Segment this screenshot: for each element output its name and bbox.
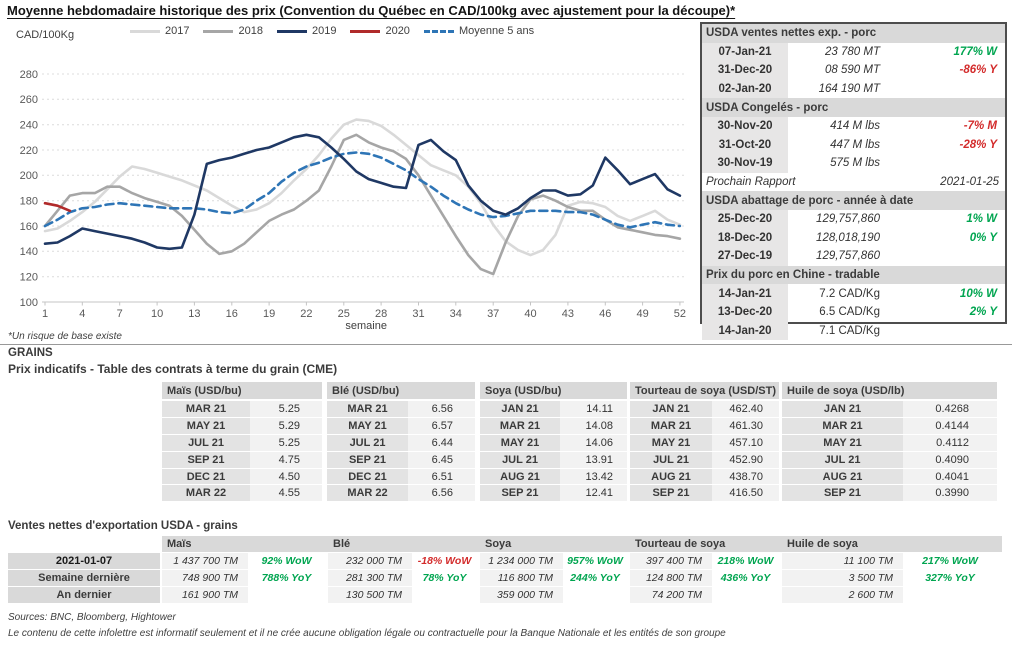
futures-price-cell: 13.42: [560, 469, 627, 485]
x-tick-label: 13: [188, 308, 201, 320]
futures-group-header: Maïs (USD/bu): [162, 382, 322, 401]
exports-value-cell: 2 600 TM: [782, 587, 903, 603]
futures-row: [782, 418, 997, 435]
futures-row: [630, 469, 779, 486]
stats-change-cell: -28% Y: [959, 138, 997, 151]
exports-value-cell: 359 000 TM: [480, 587, 563, 603]
futures-price-cell: 457.10: [712, 435, 779, 451]
futures-row: [327, 469, 475, 486]
y-tick-label: 200: [19, 170, 38, 183]
futures-group-header: Soya (USD/bu): [480, 382, 627, 401]
x-tick-label: 10: [150, 308, 164, 320]
futures-price-cell: 438.70: [712, 469, 779, 485]
stats-change-cell: [906, 322, 1005, 341]
exports-value-cell: 116 800 TM: [480, 570, 563, 586]
basis-risk-footnote: *Un risque de base existe: [8, 331, 122, 342]
stats-row: [702, 136, 1005, 155]
futures-row: [480, 485, 627, 502]
futures-price-cell: 452.90: [712, 452, 779, 468]
futures-price-cell: 6.51: [408, 469, 475, 485]
stats-change-cell: 10% W: [959, 287, 997, 300]
exports-change-cell: 788% YoY: [261, 571, 312, 584]
exports-value-cell: 11 100 TM: [782, 553, 903, 569]
stats-date-cell: 02-Jan-20: [702, 80, 788, 99]
exports-row-label: 2021-01-07: [8, 553, 160, 569]
stats-value-cell: 128,018,190: [816, 231, 880, 244]
y-tick-label: 240: [19, 119, 38, 132]
x-tick-label: 25: [337, 308, 350, 320]
stats-date-cell: 07-Jan-21: [702, 43, 788, 62]
futures-row: [480, 452, 627, 469]
futures-group: [162, 382, 322, 502]
futures-month-cell: JAN 21: [782, 401, 903, 417]
stats-change-cell: -86% Y: [959, 64, 997, 77]
stats-section-header: USDA abattage de porc - année à date: [702, 191, 1005, 210]
futures-row: [327, 418, 475, 435]
futures-row: [327, 485, 475, 502]
futures-group: [327, 382, 475, 502]
futures-month-cell: JUL 21: [480, 452, 560, 468]
futures-price-cell: 0.4090: [903, 452, 997, 468]
futures-price-cell: 6.45: [408, 452, 475, 468]
chart-x-axis-label: semaine: [345, 320, 387, 332]
futures-price-cell: 4.55: [250, 485, 322, 501]
futures-month-cell: MAR 22: [162, 485, 250, 501]
x-tick-label: 19: [262, 308, 276, 320]
futures-month-cell: AUG 21: [782, 469, 903, 485]
futures-group: [782, 382, 997, 502]
futures-group-header: Blé (USD/bu): [327, 382, 475, 401]
legend-label: Moyenne 5 ans: [458, 25, 535, 37]
stats-value-cell: 6.5 CAD/Kg: [819, 306, 880, 319]
exports-group-header: Tourteau de soya: [630, 536, 784, 552]
stats-change-cell: 1% W: [966, 213, 997, 226]
futures-month-cell: JUL 21: [327, 435, 408, 451]
futures-price-cell: 0.4268: [903, 401, 997, 417]
exports-value-cell: 3 500 TM: [782, 570, 903, 586]
futures-month-cell: MAR 21: [480, 418, 560, 434]
futures-month-cell: MAR 21: [162, 401, 250, 417]
exports-change-cell: 327% YoY: [925, 571, 975, 584]
futures-month-cell: MAY 21: [162, 418, 250, 434]
stats-date-cell: 13-Dec-20: [702, 303, 788, 322]
y-tick-label: 120: [19, 271, 38, 284]
futures-row: [480, 435, 627, 452]
futures-month-cell: AUG 21: [480, 469, 560, 485]
stats-section-header: Prix du porc en Chine - tradable: [702, 266, 1005, 285]
legend-label: 2020: [385, 25, 410, 37]
y-tick-label: 220: [19, 144, 38, 157]
futures-row: [782, 401, 997, 418]
stats-value-cell: 129,757,860: [816, 250, 880, 263]
futures-row: [162, 469, 322, 486]
exports-value-cell: 74 200 TM: [630, 587, 712, 603]
futures-price-cell: 461.30: [712, 418, 779, 434]
x-tick-label: 16: [225, 308, 238, 320]
exports-change-cell: 218% WoW: [717, 554, 774, 567]
legend-label: 2018: [238, 25, 263, 37]
stats-value-cell: 7.1 CAD/Kg: [819, 324, 880, 337]
stats-change-cell: 0% Y: [969, 231, 997, 244]
price-chart: [0, 20, 700, 332]
exports-value-cell: 1 437 700 TM: [162, 553, 248, 569]
futures-month-cell: JAN 21: [480, 401, 560, 417]
exports-value-cell: 161 900 TM: [162, 587, 248, 603]
stats-value-cell: 08 590 MT: [825, 64, 880, 77]
futures-row: [782, 469, 997, 486]
chart-canvas: [0, 20, 700, 332]
sources-line: Sources: BNC, Bloomberg, Hightower: [8, 612, 176, 623]
futures-row: [480, 418, 627, 435]
futures-row: [630, 485, 779, 502]
futures-price-cell: 0.4112: [903, 435, 997, 451]
futures-row: [327, 401, 475, 418]
stats-change-cell: 177% W: [953, 45, 997, 58]
exports-value-cell: 1 234 000 TM: [480, 553, 563, 569]
stats-change-cell: [906, 154, 1005, 173]
stats-date-cell: 31-Dec-20: [702, 61, 788, 80]
y-tick-label: 260: [19, 94, 38, 107]
exports-row-label: Semaine dernière: [8, 570, 160, 586]
futures-month-cell: AUG 21: [630, 469, 712, 485]
futures-month-cell: JUL 21: [782, 452, 903, 468]
stats-row: [702, 284, 1005, 303]
futures-price-cell: 5.25: [250, 435, 322, 451]
futures-month-cell: SEP 21: [630, 485, 712, 501]
stats-row: [702, 43, 1005, 62]
grains-section-label: GRAINS: [8, 347, 53, 359]
futures-row: [162, 435, 322, 452]
futures-row: [327, 435, 475, 452]
exports-value-cell: 124 800 TM: [630, 570, 712, 586]
futures-group-header: Tourteau de soya (USD/ST): [630, 382, 779, 401]
page-title: Moyenne hebdomadaire historique des prix (Convention du Québec en CAD/100kg avec ajustement pour la découpe)*: [7, 3, 736, 18]
section-divider: [0, 344, 1012, 345]
futures-month-cell: DEC 21: [327, 469, 408, 485]
stats-row: [702, 210, 1005, 229]
x-tick-label: 43: [561, 308, 575, 320]
futures-price-cell: 0.4041: [903, 469, 997, 485]
legend-label: 2017: [165, 25, 190, 37]
futures-month-cell: MAY 21: [480, 435, 560, 451]
futures-group: [480, 382, 627, 502]
futures-row: [782, 435, 997, 452]
stats-row: [702, 117, 1005, 136]
futures-month-cell: MAR 21: [782, 418, 903, 434]
y-tick-label: 140: [19, 246, 38, 259]
futures-price-cell: 6.56: [408, 485, 475, 501]
x-tick-label: 4: [79, 308, 86, 320]
stats-date-cell: 14-Jan-20: [702, 322, 788, 341]
stats-row: [702, 247, 1005, 266]
stats-row: [702, 322, 1005, 341]
y-tick-label: 280: [19, 68, 38, 81]
futures-month-cell: JAN 21: [630, 401, 712, 417]
x-tick-label: 22: [300, 308, 313, 320]
exports-group-header: Maïs: [162, 536, 330, 552]
x-tick-label: 40: [524, 308, 537, 320]
stats-note-label: Prochain Rapport: [706, 176, 796, 189]
exports-change-cell: 957% WoW: [567, 554, 623, 567]
futures-row: [782, 452, 997, 469]
exports-change-cell: 217% WoW: [922, 554, 978, 567]
exports-group-header: Soya: [480, 536, 632, 552]
futures-month-cell: DEC 21: [162, 469, 250, 485]
futures-price-cell: 6.57: [408, 418, 475, 434]
futures-price-cell: 12.41: [560, 485, 627, 501]
y-tick-label: 180: [19, 195, 38, 208]
futures-price-cell: 5.29: [250, 418, 322, 434]
exports-value-cell: 748 900 TM: [162, 570, 248, 586]
exports-change-cell: 244% YoY: [570, 571, 620, 584]
stats-date-cell: 25-Dec-20: [702, 210, 788, 229]
futures-row: [480, 401, 627, 418]
stats-change-cell: [906, 80, 1005, 99]
disclaimer-line: Le contenu de cette infolettre est informatif seulement et il ne crée aucune obligation légale ou contractuelle pour la Banque Nationale et les entités de son groupe: [8, 628, 726, 639]
stats-value-cell: 447 M lbs: [830, 138, 880, 151]
exports-table-title: Ventes nettes d'exportation USDA - grains: [8, 520, 238, 532]
x-tick-label: 46: [599, 308, 612, 320]
futures-row: [162, 401, 322, 418]
stats-value-cell: 129,757,860: [816, 213, 880, 226]
futures-price-cell: 14.06: [560, 435, 627, 451]
futures-price-cell: 5.25: [250, 401, 322, 417]
futures-price-cell: 13.91: [560, 452, 627, 468]
futures-price-cell: 0.4144: [903, 418, 997, 434]
exports-change-cell: 92% WoW: [261, 554, 312, 567]
stats-value-cell: 575 M lbs: [830, 157, 880, 170]
stats-note-row: [702, 173, 1005, 192]
futures-price-cell: 4.50: [250, 469, 322, 485]
futures-month-cell: SEP 21: [162, 452, 250, 468]
futures-row: [630, 418, 779, 435]
stats-note-value: 2021-01-25: [940, 176, 999, 189]
futures-price-cell: 0.3990: [903, 485, 997, 501]
futures-row: [162, 418, 322, 435]
chart-y-axis-label: CAD/100Kg: [16, 29, 75, 41]
stats-row: [702, 61, 1005, 80]
futures-row: [782, 485, 997, 502]
stats-row: [702, 80, 1005, 99]
x-tick-label: 31: [412, 308, 425, 320]
exports-row-label: An dernier: [8, 587, 160, 603]
x-tick-label: 7: [116, 308, 123, 320]
futures-price-cell: 14.11: [560, 401, 627, 417]
futures-table-title: Prix indicatifs - Table des contrats à terme du grain (CME): [8, 362, 338, 376]
futures-row: [162, 485, 322, 502]
stats-date-cell: 30-Nov-19: [702, 154, 788, 173]
futures-row: [327, 452, 475, 469]
stats-panel: [700, 22, 1007, 337]
exports-group-header: Huile de soya: [782, 536, 1002, 552]
stats-date-cell: 27-Dec-19: [702, 247, 788, 266]
futures-group-header: Huile de soya (USD/lb): [782, 382, 997, 401]
futures-price-cell: 416.50: [712, 485, 779, 501]
futures-row: [162, 452, 322, 469]
futures-price-cell: 14.08: [560, 418, 627, 434]
futures-month-cell: MAR 22: [327, 485, 408, 501]
exports-change-cell: 436% YoY: [720, 571, 771, 584]
stats-date-cell: 30-Nov-20: [702, 117, 788, 136]
futures-price-cell: 462.40: [712, 401, 779, 417]
exports-value-cell: 232 000 TM: [328, 553, 412, 569]
stats-change-cell: 2% Y: [969, 306, 997, 319]
x-tick-label: 34: [449, 308, 462, 320]
stats-value-cell: 7.2 CAD/Kg: [819, 287, 880, 300]
exports-value-cell: 281 300 TM: [328, 570, 412, 586]
stats-row: [702, 229, 1005, 248]
y-tick-label: 100: [19, 296, 38, 309]
futures-month-cell: JUL 21: [630, 452, 712, 468]
x-tick-label: 1: [41, 308, 49, 320]
x-tick-label: 49: [636, 308, 649, 320]
stats-value-cell: 164 190 MT: [818, 83, 880, 96]
futures-month-cell: SEP 21: [327, 452, 408, 468]
futures-row: [630, 452, 779, 469]
stats-change-cell: [906, 247, 1005, 266]
x-tick-label: 37: [487, 308, 500, 320]
futures-price-cell: 4.75: [250, 452, 322, 468]
stats-value-cell: 414 M lbs: [830, 120, 880, 133]
stats-value-cell: 23 780 MT: [825, 45, 880, 58]
exports-group-header: Blé: [328, 536, 482, 552]
futures-month-cell: SEP 21: [782, 485, 903, 501]
exports-change-cell: -18% WoW: [417, 554, 472, 567]
futures-row: [480, 469, 627, 486]
exports-value-cell: 397 400 TM: [630, 553, 712, 569]
futures-month-cell: MAY 21: [782, 435, 903, 451]
futures-row: [630, 401, 779, 418]
stats-section-header: USDA Congelés - porc: [702, 98, 1005, 117]
x-tick-label: 52: [673, 308, 687, 320]
stats-date-cell: 31-Oct-20: [702, 136, 788, 155]
x-tick-label: 28: [374, 308, 388, 320]
futures-row: [630, 435, 779, 452]
futures-month-cell: MAR 21: [327, 401, 408, 417]
stats-section-header: USDA ventes nettes exp. - porc: [702, 24, 1005, 43]
exports-value-cell: 130 500 TM: [328, 587, 412, 603]
futures-month-cell: MAR 21: [630, 418, 712, 434]
futures-month-cell: MAY 21: [327, 418, 408, 434]
exports-table: [0, 536, 1024, 606]
futures-price-cell: 6.56: [408, 401, 475, 417]
futures-month-cell: SEP 21: [480, 485, 560, 501]
stats-change-cell: -7% M: [963, 120, 997, 133]
futures-table: [0, 382, 1024, 508]
stats-row: [702, 154, 1005, 173]
stats-row: [702, 303, 1005, 322]
futures-month-cell: JUL 21: [162, 435, 250, 451]
futures-price-cell: 6.44: [408, 435, 475, 451]
stats-date-cell: 14-Jan-21: [702, 284, 788, 303]
legend-label: 2019: [311, 25, 337, 37]
stats-date-cell: 18-Dec-20: [702, 229, 788, 248]
futures-month-cell: MAY 21: [630, 435, 712, 451]
exports-change-cell: 78% YoY: [422, 571, 467, 584]
y-tick-label: 160: [19, 220, 38, 233]
futures-group: [630, 382, 779, 502]
